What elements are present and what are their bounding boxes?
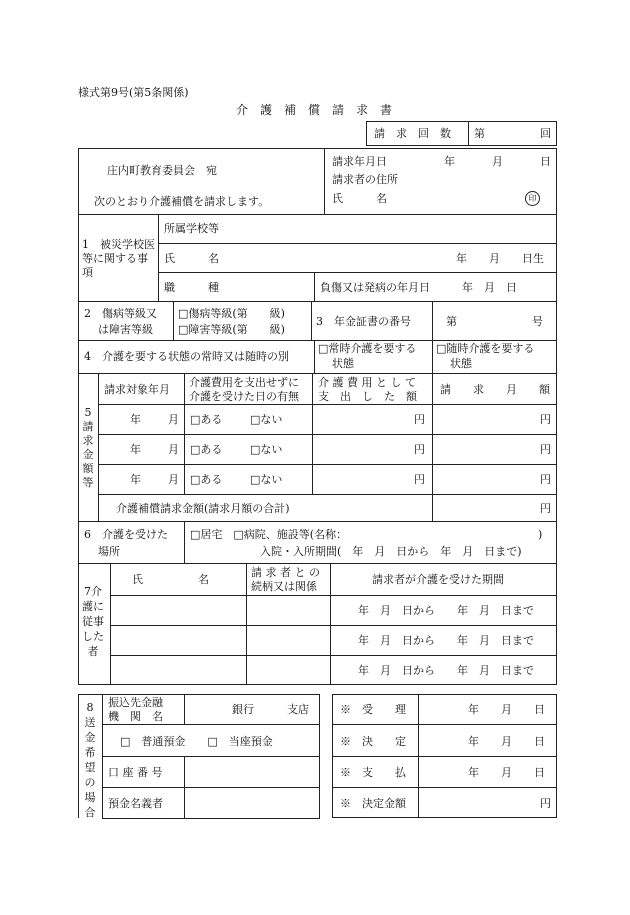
seal-icon: 印 [525,191,540,206]
random-care-checkbox[interactable]: □随時介護を要する [436,342,535,355]
claim-count-label: 請 求 回 数 [374,127,451,140]
section7-label: 7介護に従事した者 [82,585,104,658]
row2-yes-checkbox[interactable]: □ある [190,443,223,456]
row3-no-checkbox[interactable]: □ない [250,473,283,486]
row2-no-checkbox[interactable]: □ない [250,443,283,456]
page: 様式第9号(第5条関係) 介護補償請求書 請 求 回 数 第 回 庄内町教育委員会 宛 次のとおり介護補償を請求します。 請求年月日 年 月 日 請求者の住所 氏 名 印 1 被災学校医等に関する事項 所属学校等 氏 名 年 月 日生 職 種 負傷又は発病の年月日 年 月 日 2 傷病等級又 は障害等級 □傷病等級(第 級) □障害等級(第 級) 3 年金証書の番号 第 号 4 介護を要する状態の常時又は随時の別 □常時介護を要する 状態 □随時介護を要する 状態 5請求金額等 請求対象年月 介護費用を支出せずに 介護を受けた日の有無 介 護 費 用 と し て 支 出 し た 額 請 求 月 額 年 月 □ある □ない 円 円 年 月 □ある □ない 円 円 年 月 □ある □ない 円 円 介護補償請求金額(請求月額の合計) 円 6 介護を受けた 場所 □居宅 □病院、施設等(名称： ) 入院・入所期間( 年 月 日から 年 月 日まで) 7介護に従事した者 氏 名 請 求 者 と の 続柄又は関係 請求者が介護を受けた期間 年 月 日から 年 月 日まで 年 月 日から 年 月 日まで 年 月 日から 年 月 日まで 8送金希望の場合 振込先金融 機 関 名 銀行 支店 □ 普通預金 □ 当座預金 口 座 番 号 預金名義者 ※ 受 理 ※ 決 定 ※ 支 払 ※ 決定金額 年 月 日 年 月 日 年 月 日 円 [0,0,630,915]
row3-yes-checkbox[interactable]: □ある [190,473,223,486]
row1-no-checkbox[interactable]: □ない [250,413,283,426]
bank-name-field[interactable]: 銀行 支店 [232,703,309,716]
section1-label: 1 被災学校医等に関する事項 [82,238,155,279]
disease-grade-checkbox[interactable]: □傷病等級(第 級) [178,307,285,320]
form-title: 介護補償請求書 [236,103,405,117]
section5-label: 5請求金額等 [82,406,94,489]
row1-yes-checkbox[interactable]: □ある [190,413,223,426]
deposit-type-checkboxes[interactable]: □ 普通預金 □ 当座預金 [120,735,273,748]
care-place-checkboxes[interactable]: □居宅 □病院、施設等(名称： [190,528,348,541]
addressee: 庄内町教育委員会 宛 [107,164,217,177]
constant-care-checkbox[interactable]: □常時介護を要する [318,342,417,355]
section8-label: 8送金希望の場合 [84,701,96,819]
disability-grade-checkbox[interactable]: □障害等級(第 級) [178,323,285,336]
form-number: 様式第9号(第5条関係) [78,86,189,99]
claim-statement: 次のとおり介護補償を請求します。 [94,195,270,208]
